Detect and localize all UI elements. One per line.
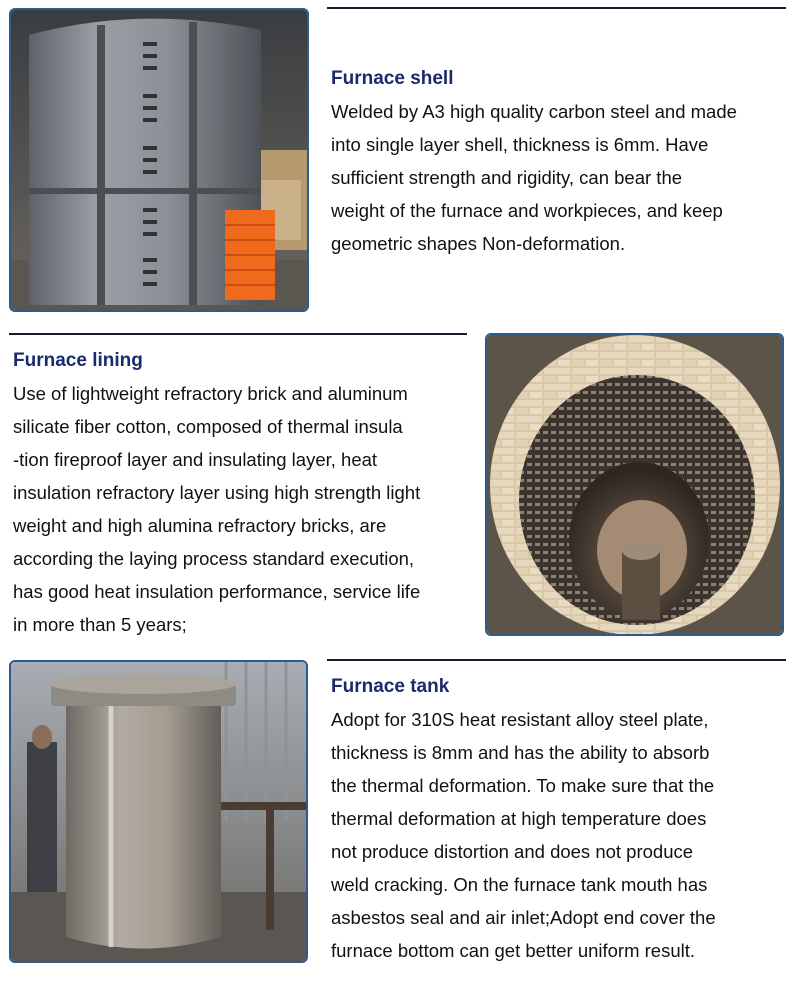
furnace-lining-line-4: insulation refractory layer using high strength light <box>13 482 421 503</box>
furnace-tank-line-3: the thermal deformation. To make sure that the <box>331 775 715 796</box>
shell-top-rule <box>327 7 786 9</box>
furnace-tank-line-7: asbestos seal and air inlet;Adopt end cover the <box>331 907 716 928</box>
furnace-lining-title: Furnace lining <box>13 350 143 371</box>
furnace-lining-line-6: according the laying process standard execution, <box>13 548 415 569</box>
furnace-lining-line-2: silicate fiber cotton, composed of thermal insula <box>13 416 403 437</box>
furnace-lining-line-1: Use of lightweight refractory brick and aluminum <box>13 383 408 404</box>
furnace-tank-line-4: thermal deformation at high temperature does <box>331 808 707 829</box>
furnace-shell-line-4: weight of the furnace and workpieces, and keep <box>331 200 723 221</box>
furnace-shell-line-1: Welded by A3 high quality carbon steel and made <box>331 101 737 122</box>
furnace-lining-line-5: weight and high alumina refractory bricks, are <box>13 515 387 536</box>
furnace-shell-line-3: sufficient strength and rigidity, can bear the <box>331 167 683 188</box>
furnace-shell-line-5: geometric shapes Non-deformation. <box>331 233 626 254</box>
furnace-lining-line-3: -tion fireproof layer and insulating layer, heat <box>13 449 378 470</box>
furnace-tank-line-2: thickness is 8mm and has the ability to absorb <box>331 742 710 763</box>
furnace-tank-photo <box>9 660 308 963</box>
furnace-shell-illustration <box>11 10 307 310</box>
furnace-shell-photo <box>9 8 309 312</box>
furnace-shell-line-2: into single layer shell, thickness is 6mm. Have <box>331 134 709 155</box>
furnace-tank-illustration <box>11 662 306 961</box>
tank-top-rule <box>327 659 786 661</box>
lining-top-rule <box>9 333 467 335</box>
furnace-tank-line-6: weld cracking. On the furnace tank mouth has <box>331 874 708 895</box>
furnace-tank-line-8: furnace bottom can get better uniform result. <box>331 940 696 961</box>
furnace-shell-title: Furnace shell <box>331 68 454 89</box>
furnace-tank-line-1: Adopt for 310S heat resistant alloy steel plate, <box>331 709 709 730</box>
furnace-lining-illustration <box>487 335 782 634</box>
furnace-lining-line-7: has good heat insulation performance, service life <box>13 581 421 602</box>
furnace-tank-title: Furnace tank <box>331 676 450 697</box>
furnace-lining-line-8: in more than 5 years; <box>13 614 187 635</box>
furnace-lining-photo <box>485 333 784 636</box>
furnace-tank-line-5: not produce distortion and does not produce <box>331 841 694 862</box>
